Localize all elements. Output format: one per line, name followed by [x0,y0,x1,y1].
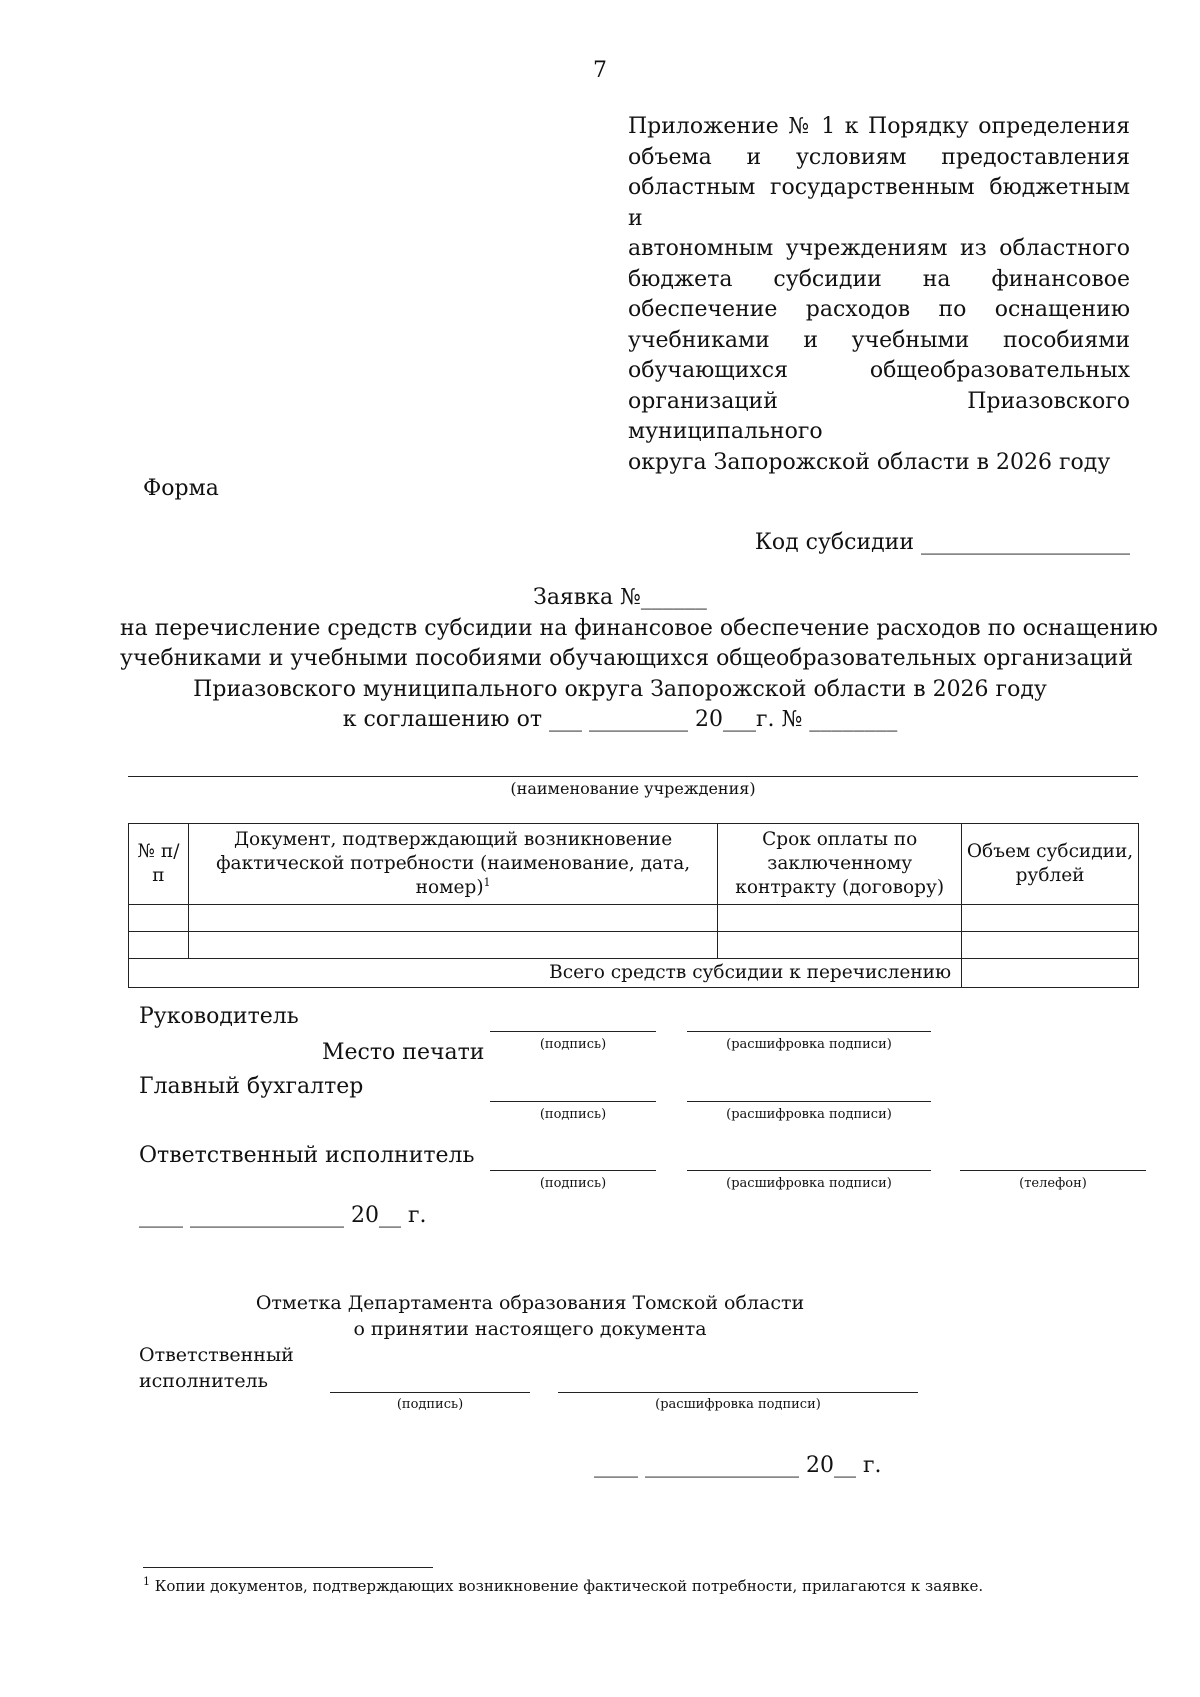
department-title-line: Отметка Департамента образования Томской области [255,1292,805,1314]
subsidy-table [128,823,1139,988]
table-cell[interactable] [962,932,1139,959]
institution-name-caption: (наименование учреждения) [510,779,756,798]
table-cell[interactable] [188,932,717,959]
appendix-line: организаций Приазовского муниципального [628,388,1130,444]
executor-decode-line[interactable] [687,1170,931,1171]
table-cell[interactable] [718,905,962,932]
footnote-marker: 1 [483,875,491,889]
appendix-line: обеспечение расходов по оснащению [628,297,1130,322]
agreement-reference: к соглашению от ___ _________ 20___г. № ________ [342,707,898,732]
accountant-signature-line[interactable] [490,1101,656,1102]
head-decode-line[interactable] [687,1031,931,1032]
application-number: Заявка №______ [533,585,707,610]
table-total-row [129,959,1139,988]
table-cell[interactable] [129,932,189,959]
decode-caption: (расшифровка подписи) [726,1107,892,1122]
decode-caption: (расшифровка подписи) [726,1176,892,1191]
appendix-line: бюджета субсидии на финансовое [628,266,1130,292]
decode-caption: (расшифровка подписи) [655,1397,821,1412]
table-cell[interactable] [962,905,1139,932]
header-num: № п/п [129,824,189,905]
appendix-reference [628,112,1130,478]
accountant-decode-line[interactable] [687,1101,931,1102]
department-signature-line[interactable] [330,1392,530,1393]
footnote-separator [143,1567,433,1568]
table-header-row [129,824,1139,905]
title-line: Приазовского муниципального округа Запорожской области в 2026 году [193,676,1047,702]
chief-accountant-label: Главный бухгалтер [139,1074,364,1099]
appendix-line: автономным учреждениям из областного [628,236,1130,261]
form-label: Форма [143,476,219,501]
appendix-line: обучающихся общеобразовательных [628,358,1130,383]
department-decode-line[interactable] [558,1392,918,1393]
subsidy-code-field[interactable]: Код субсидии ___________________ [754,530,1130,555]
total-value-cell[interactable] [962,959,1139,988]
appendix-line: округа Запорожской области в 2026 году [628,449,1111,475]
application-date[interactable]: ____ ______________ 20__ г. [139,1203,427,1228]
appendix-line: Приложение № 1 к Порядку определения [628,114,1130,139]
table-row [129,932,1139,959]
table-cell[interactable] [188,905,717,932]
signature-caption: (подпись) [539,1176,607,1191]
signature-caption: (подпись) [396,1397,464,1412]
executor-phone-line[interactable] [960,1170,1146,1171]
department-executor-line: исполнитель [139,1370,268,1392]
department-date[interactable]: ____ ______________ 20__ г. [594,1453,882,1478]
head-label: Руководитель [139,1004,299,1029]
page-number: 7 [593,58,607,83]
signature-caption: (подпись) [539,1037,607,1052]
table-cell[interactable] [129,905,189,932]
header-document: Документ, подтверждающий возникновение фактической потребности (наименование, дата, номер)$^1$ [188,824,717,905]
appendix-line: объема и условиям предоставления [628,144,1130,170]
footnote-text: Копии документов, подтверждающих возникновение фактической потребности, прилагаются к заявке. [154,1577,984,1595]
head-signature-line[interactable] [490,1031,656,1032]
department-executor-line: Ответственный [139,1344,294,1366]
header-subsidy-amount: Объем субсидии, рублей [962,824,1139,905]
phone-caption: (телефон) [1019,1176,1087,1191]
table-cell[interactable] [718,932,962,959]
responsible-executor-label: Ответственный исполнитель [139,1143,475,1168]
decode-caption: (расшифровка подписи) [726,1037,892,1052]
total-label: Всего средств субсидии к перечислению [129,959,962,988]
application-title [120,583,1158,736]
signature-caption: (подпись) [539,1107,607,1122]
department-mark-title [250,1290,810,1342]
footnote-marker: 1 [143,1575,150,1588]
footnote [143,1577,983,1595]
appendix-line: учебниками и учебными пособиями [628,327,1130,353]
institution-name-line[interactable] [128,776,1138,777]
stamp-place-label: Место печати [322,1040,485,1065]
header-payment-term: Срок оплаты по заключенному контракту (договору) [718,824,962,905]
title-line: учебниками и учебными пособиями обучающихся общеобразовательных организаций [120,646,1134,671]
title-line: на перечисление средств субсидии на финансовое обеспечение расходов по оснащению [120,615,1158,641]
table-row [129,905,1139,932]
appendix-line: областным государственным бюджетным и [628,175,1130,231]
executor-signature-line[interactable] [490,1170,656,1171]
department-executor-label [139,1342,294,1394]
department-title-line: о принятии настоящего документа [353,1318,707,1340]
